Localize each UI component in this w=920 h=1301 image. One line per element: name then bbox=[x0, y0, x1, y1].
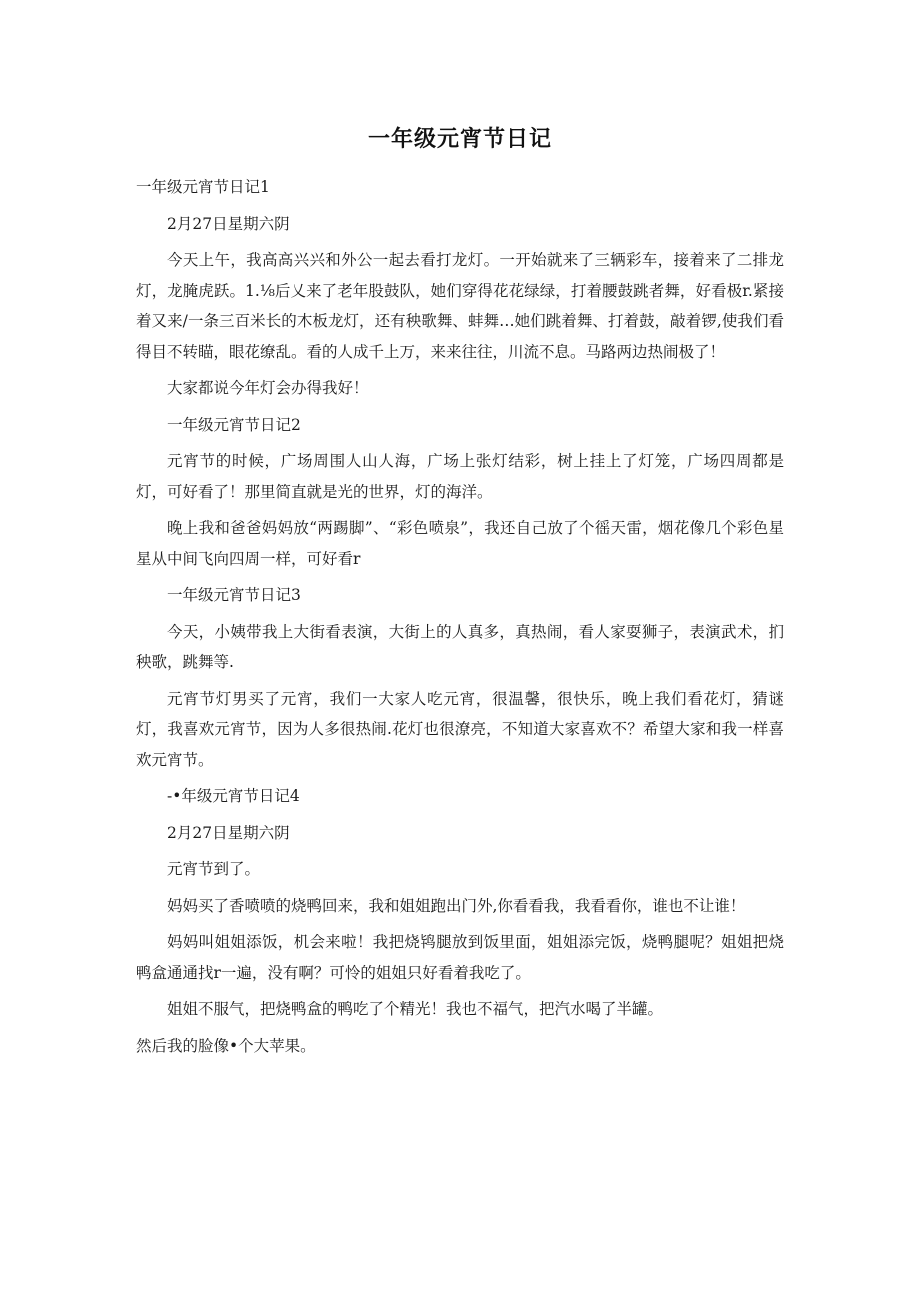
paragraph: 元宵节灯男买了元宵，我们一大家人吃元宵，很温馨，很快乐，晚上我们看花灯，猜谜灯，我喜欢元宵节，因为人多很热闹.花灯也很潦亮，不知道大家喜欢不？希望大家和我一样喜欢元宵节。 bbox=[136, 689, 784, 769]
paragraph: 今天上午，我高高兴兴和外公一起去看打龙灯。一开始就来了三辆彩车，接着来了二排龙灯，龙腌虎跃。1.⅛后乂来了老年股鼓队，她们穿得花花绿绿，打着腰鼓跳者舞，好看极r.紧接着又来/一条三百米长的木板龙灯，还有秧歌舞、蚌舞…她们跳着舞、打着鼓，敲着锣,使我们看得目不转瞄，眼花缭乱。看的人成千上万，来来往往，川流不息。马路两边热闹极了！ bbox=[136, 251, 784, 361]
document-body bbox=[136, 172, 784, 1067]
paragraph: 元宵节的时候，广场周围人山人海，广场上张灯结彩，树上挂上了灯笼，广场四周都是灯，可好看了！那里简直就是光的世界，灯的海洋。 bbox=[136, 452, 784, 501]
paragraph: 然后我的脸像•个大苹果。 bbox=[136, 1036, 316, 1055]
paragraph: 妈妈叫姐姐添饭，机会来啦！我把烧鸨腿放到饭里面，姐姐添完饭，烧鸭腿呢？姐姐把烧鸭盒通通找r一遍，没有啊？可怜的姐姐只好看着我吃了。 bbox=[136, 933, 784, 982]
diary-date-1: 2月27日星期六阴 bbox=[167, 214, 290, 233]
diary-date-4: 2月27日星期六阴 bbox=[167, 823, 290, 842]
diary-heading-2: 一年级元宵节日记2 bbox=[167, 415, 301, 434]
diary-heading-3: 一年级元宵节日记3 bbox=[167, 586, 301, 604]
paragraph: 今天，小姨带我上大街看表演，大街上的人真多，真热闹，看人家耍狮子，表演武术，扪秧歌，跳舞等. bbox=[136, 622, 784, 671]
paragraph: 晚上我和爸爸妈妈放“两踢脚”、“彩色喷泉”，我还自己放了个徭天雷，烟花像几个彩色星星从中间飞向四周一样，可好看r bbox=[136, 519, 784, 568]
diary-heading-4: -•年级元宵节日记4 bbox=[167, 787, 300, 805]
paragraph: 元宵节到了。 bbox=[167, 860, 261, 878]
document-title: 一年级元宵节日记 bbox=[367, 127, 552, 152]
paragraph: 妈妈买了香喷喷的烧鸭回来，我和姐姐跑出门外,你看看我，我看看你，谁也不让谁！ bbox=[167, 896, 746, 915]
diary-heading-1: 一年级元宵节日记1 bbox=[136, 178, 270, 196]
paragraph: 姐姐不服气，把烧鸭盒的鸭吃了个精光！我也不福气，把汽水喝了半罐。 bbox=[167, 1000, 664, 1018]
paragraph: 大家都说今年灯会办得我好！ bbox=[167, 379, 369, 397]
